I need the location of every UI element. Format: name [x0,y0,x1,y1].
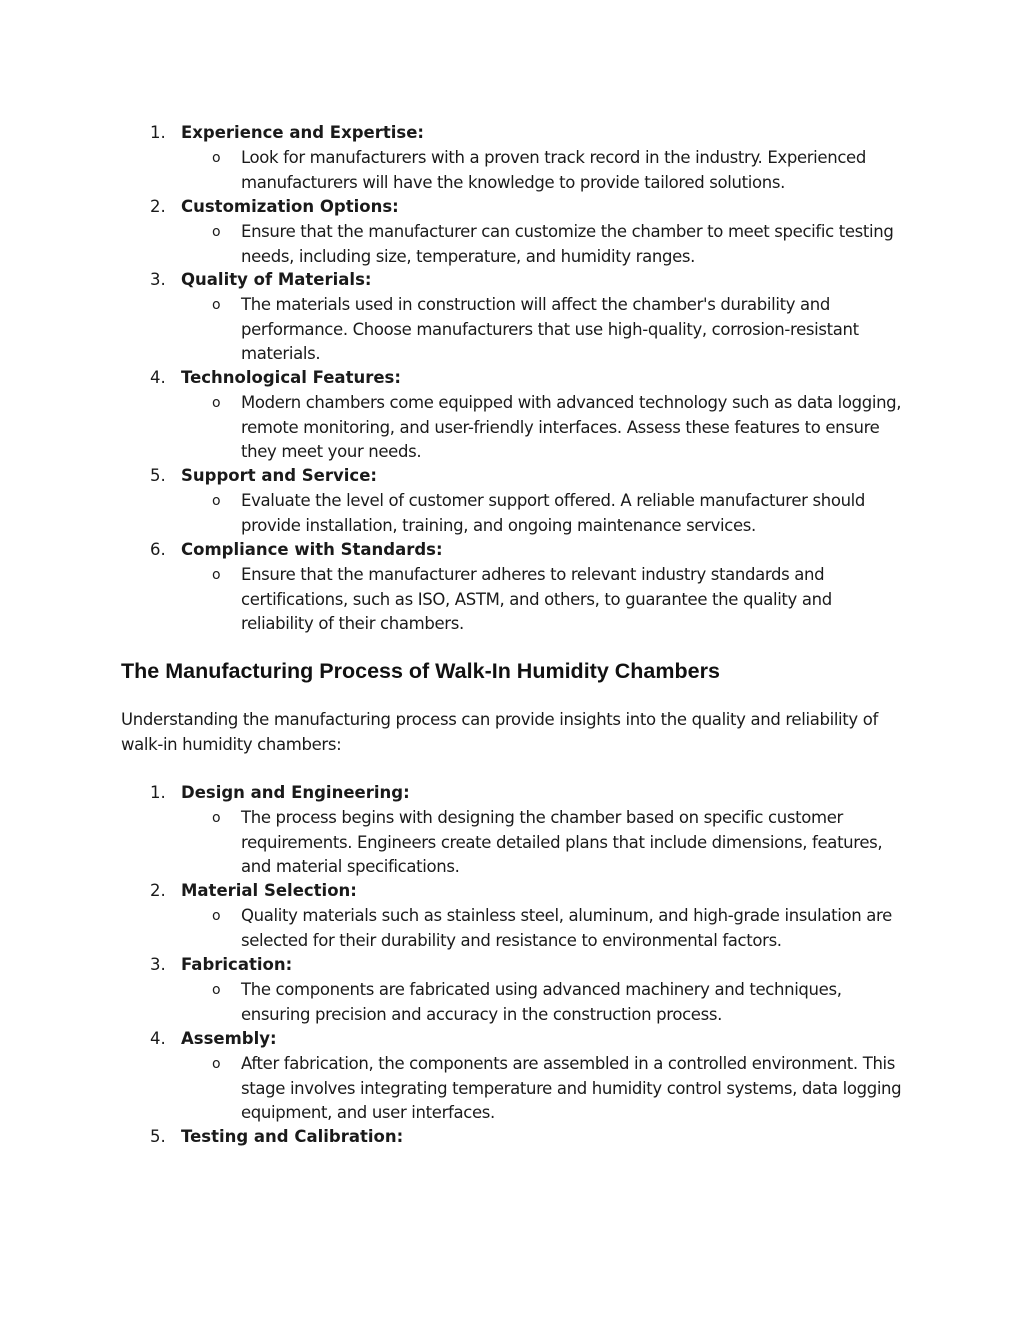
section-heading: The Manufacturing Process of Walk-In Humidity Chambers [121,659,720,683]
item-title: Compliance with Standards: [181,540,443,559]
item-title: Design and Engineering: [181,783,410,802]
item-number: 4. [150,368,166,387]
bullet-marker: o [212,567,221,583]
bullet-marker: o [212,224,221,240]
item-number: 2. [150,197,166,216]
item-number: 1. [150,123,166,142]
bullet-marker: o [212,982,221,998]
item-number: 5. [150,1127,166,1146]
bullet-marker: o [212,810,221,826]
item-title: Experience and Expertise: [181,123,425,142]
item-title: Support and Service: [181,466,377,485]
item-number: 4. [150,1029,166,1048]
item-title: Assembly: [181,1029,277,1048]
item-number: 1. [150,783,166,802]
item-title: Quality of Materials: [181,270,372,289]
bullet-marker: o [212,395,221,411]
item-description: Ensure that the manufacturer can customize the chamber to meet specific testing needs, including size, temperature, and humidity ranges. [241,222,894,266]
item-description: Evaluate the level of customer support offered. A reliable manufacturer should provide installation, training, and ongoing maintenance services. [241,491,866,535]
item-title: Testing and Calibration: [181,1127,404,1146]
section-intro: Understanding the manufacturing process can provide insights into the quality and reliability of walk-in humidity chambers: [121,710,878,754]
item-title: Fabrication: [181,955,293,974]
item-number: 5. [150,466,166,485]
item-description: Modern chambers come equipped with advanced technology such as data logging, remote monitoring, and user-friendly interfaces. Assess these features to ensure they meet your needs. [241,393,902,461]
item-description: The components are fabricated using advanced machinery and techniques, ensuring precision and accuracy in the construction process. [241,980,842,1024]
item-description: After fabrication, the components are assembled in a controlled environment. This stage involves integrating temperature and humidity control systems, data logging equipment, and user interfaces. [241,1054,902,1122]
item-description: The materials used in construction will affect the chamber's durability and performance. Choose manufacturers that use high-quality, corrosion-resistant materials. [241,295,859,363]
item-title: Material Selection: [181,881,357,900]
bullet-marker: o [212,297,221,313]
item-description: Look for manufacturers with a proven track record in the industry. Experienced manufacturers will have the knowledge to provide tailored solutions. [241,148,866,192]
item-number: 3. [150,270,166,289]
item-number: 2. [150,881,166,900]
item-description: Quality materials such as stainless steel, aluminum, and high-grade insulation are selected for their durability and resistance to environmental factors. [241,906,892,950]
item-description: Ensure that the manufacturer adheres to relevant industry standards and certifications, such as ISO, ASTM, and others, to guarantee the quality and reliability of their chambers. [241,565,832,633]
item-number: 3. [150,955,166,974]
bullet-marker: o [212,908,221,924]
bullet-marker: o [212,150,221,166]
bullet-marker: o [212,493,221,509]
bullet-marker: o [212,1056,221,1072]
item-title: Customization Options: [181,197,399,216]
item-number: 6. [150,540,166,559]
item-description: The process begins with designing the chamber based on specific customer requirements. Engineers create detailed plans that include dimensions, features, and material specifications. [241,808,883,876]
item-title: Technological Features: [181,368,401,387]
